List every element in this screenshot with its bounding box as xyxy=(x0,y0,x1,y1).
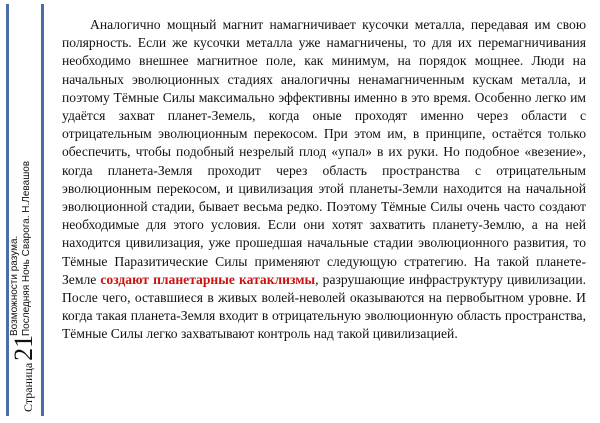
page-number: 21 xyxy=(9,334,38,361)
paragraph-text-after: , разрушающие инфраструктуру цивилизации. После чего, оставшиеся в живых волей-неволей оказываются на первобытном уровне. И когда такая планета-Земля входит в отрицательную эволюционную область пространства, Тёмные Силы легко захватывают контроль над такой цивилизацией. xyxy=(62,271,586,342)
book-title-line: Возможности разума. xyxy=(9,235,20,336)
paragraph-text-before: Аналогично мощный магнит намагничивает кусочки металла, передавая им свою полярность. Если же кусочки металла уже намагничены, то для их перемагничивания необходимо внешнее магнитное поле, как минимум, на порядок мощнее. Люди на начальных эволюционных стадиях аналогичны ненамагниченным кускам металла, и поэтому Тёмные Силы максимально эффективны именно в это время. Особенно легко им удаётся захват планет-Земель, когда оные проходят именно через области с отрицательным эволюционным перекосом. При этом им, в принципе, остаётся только обеспечить, чтобы подобный незрелый плод «упал» в их руки. Но подобное «везение», когда планета-Земля проходит через область пространства с отрицательным эволюционным перекосом, и цивилизация этой планеты-Земли находится на начальной эволюционной стадии, бывает весьма редко. Поэтому Тёмные Силы очень часто создают необходимые для этого условия. Если они хотят захватить планету-Землю, а на ней находится цивилизация, уже прошедшая начальные стадии эволюционного развития, то Тёмные Паразитические Силы применяют следующую стратегию. На такой планете-Земле xyxy=(62,17,586,287)
highlighted-phrase: создают планетарные катаклизмы xyxy=(100,271,316,287)
page-word: Страница xyxy=(21,362,35,412)
sidebar-rotated-content xyxy=(9,4,41,416)
page-label xyxy=(11,335,37,412)
book-info xyxy=(9,76,33,336)
page-sidebar xyxy=(6,4,44,416)
book-author-line: Последняя Ночь Сварога. Н.Левашов xyxy=(21,160,32,336)
body-paragraph xyxy=(62,16,586,344)
